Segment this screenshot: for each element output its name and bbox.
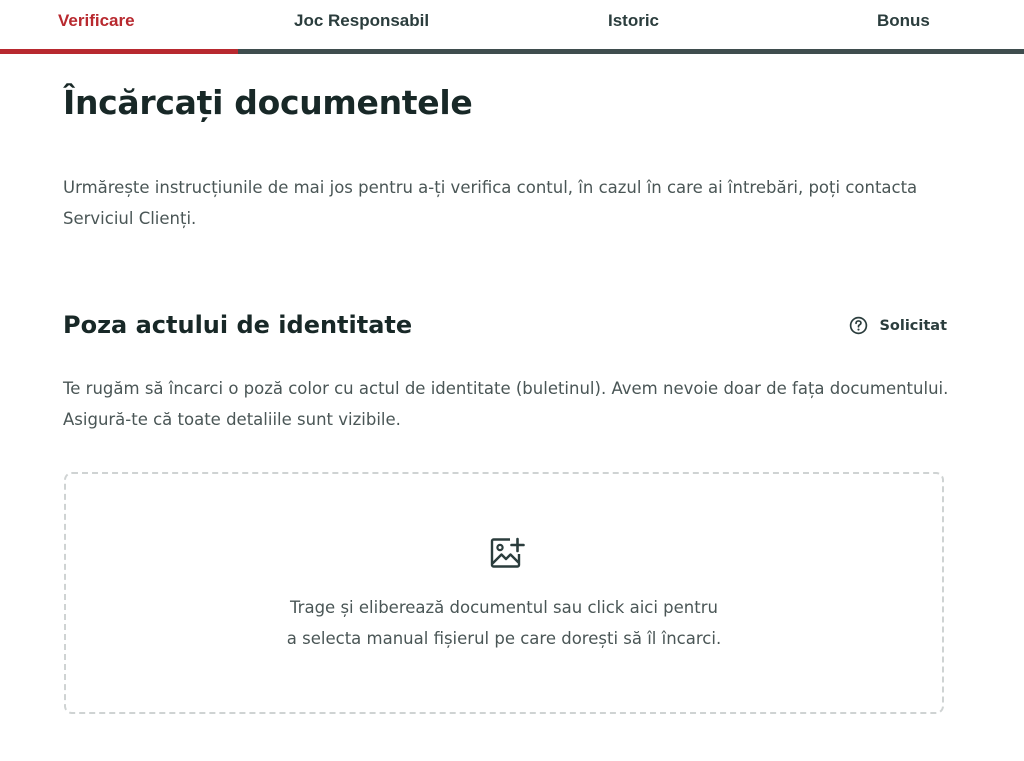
tab-bar <box>0 0 1024 54</box>
id-section-description: Te rugăm să încarci o poză color cu actul de identitate (buletinul). Avem nevoie doar de fața documentului. Asigură-te că toate detaliile sunt vizibile. <box>63 379 949 429</box>
id-section-title: Poza actului de identitate <box>63 311 413 339</box>
tab-bonus[interactable]: Bonus <box>877 11 930 30</box>
page-title: Încărcați documentele <box>63 83 473 122</box>
active-tab-indicator <box>0 49 238 54</box>
document-upload-dropzone[interactable] <box>64 472 944 714</box>
image-add-icon <box>489 536 525 572</box>
tab-verificare[interactable]: Verificare <box>58 11 135 30</box>
question-circle-icon[interactable] <box>849 316 868 335</box>
intro-text: Urmărește instrucțiunile de mai jos pentru a-ți verifica contul, în cazul în care ai întrebări, poți contacta Serviciul Clienți. <box>63 178 918 228</box>
dropzone-instructions <box>66 592 942 654</box>
dropzone-line-2: a selecta manual fișierul pe care dorești să îl încarci. <box>286 629 722 648</box>
status-label: Solicitat <box>879 317 947 334</box>
tab-istoric[interactable]: Istoric <box>608 11 660 30</box>
required-status <box>849 316 947 335</box>
tab-joc-responsabil[interactable]: Joc Responsabil <box>294 11 430 30</box>
dropzone-line-1: Trage și eliberează documentul sau click aici pentru <box>290 598 718 617</box>
